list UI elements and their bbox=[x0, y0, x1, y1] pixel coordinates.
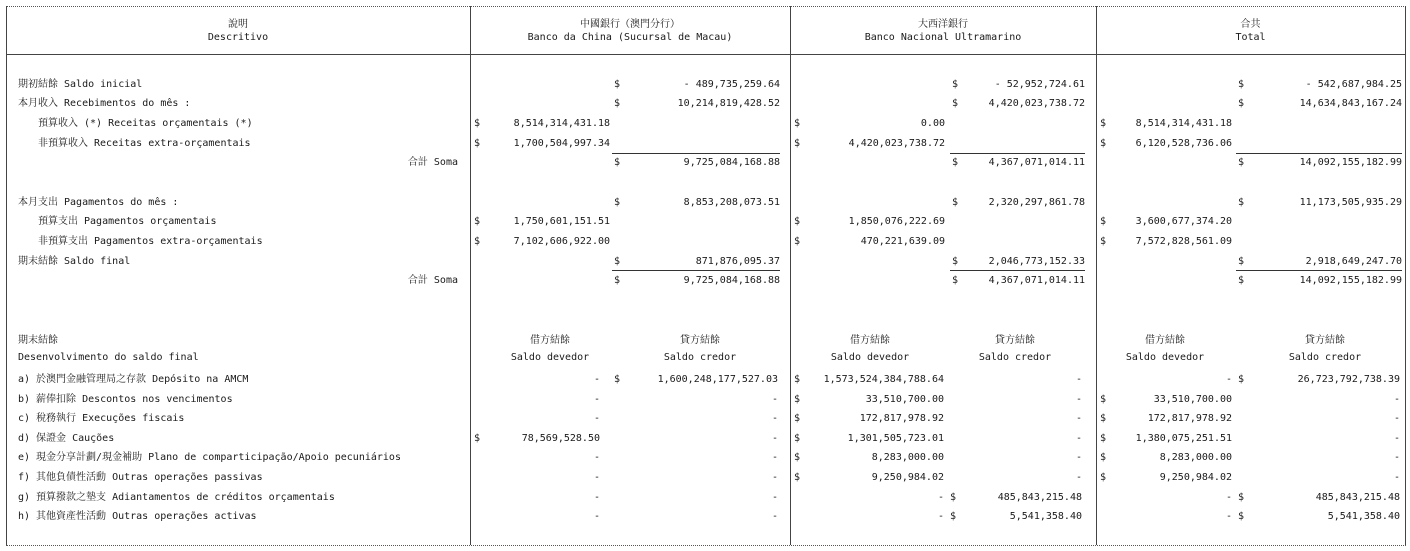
bnu-c-dash: - bbox=[1075, 413, 1082, 424]
boc-main-amount: 9,725,084,168.88 bbox=[683, 275, 780, 286]
tot-d-currency: $ bbox=[1100, 394, 1107, 405]
header-bank-of-china bbox=[470, 18, 790, 44]
bottom-border bbox=[6, 545, 1406, 546]
bnu-d-amount: 1,573,524,384,788.64 bbox=[823, 374, 944, 385]
header-total-pt: Total bbox=[1235, 32, 1266, 43]
tot-main-amount: 14,092,155,182.99 bbox=[1299, 157, 1402, 168]
bnu-credit-header-zh: 貸方結餘 bbox=[995, 335, 1035, 346]
bnu-sub-amount: 0.00 bbox=[920, 118, 945, 129]
boc-subtotal-rule bbox=[612, 270, 780, 271]
tot-sub-amount: 6,120,528,736.06 bbox=[1135, 138, 1232, 149]
header-description-pt: Descritivo bbox=[207, 32, 269, 43]
boc-main-amount: - 489,735,259.64 bbox=[683, 79, 780, 90]
tot-main-amount: 11,173,505,935.29 bbox=[1299, 197, 1402, 208]
header-total bbox=[1096, 18, 1405, 44]
total-credit-header-pt: Saldo credor bbox=[1288, 352, 1362, 363]
bnu-sub-amount: 470,221,639.09 bbox=[860, 236, 945, 247]
tot-d-currency: $ bbox=[1100, 413, 1107, 424]
summary-label: 期初結餘 Saldo inicial bbox=[18, 79, 143, 90]
boc-credit-header-zh: 貸方結餘 bbox=[680, 335, 720, 346]
tot-c-currency: $ bbox=[1238, 511, 1245, 522]
boc-c-dash: - bbox=[771, 492, 778, 503]
column-divider-3 bbox=[1096, 6, 1097, 545]
boc-d-dash: - bbox=[593, 374, 600, 385]
boc-d-dash: - bbox=[593, 511, 600, 522]
boc-d-dash: - bbox=[593, 472, 600, 483]
summary-label: 本月支出 Pagamentos do mês : bbox=[18, 197, 179, 208]
summary-label: 合計 Soma bbox=[407, 275, 458, 286]
header-bnu bbox=[790, 18, 1096, 44]
boc-sub-amount: 8,514,314,431.18 bbox=[513, 118, 610, 129]
tot-main-currency: $ bbox=[1238, 98, 1245, 109]
bnu-sub-currency: $ bbox=[794, 138, 801, 149]
bnu-debit-header-zh: 借方結餘 bbox=[850, 335, 890, 346]
tot-d-dash: - bbox=[1225, 511, 1232, 522]
bnu-d-amount: 33,510,700.00 bbox=[865, 394, 944, 405]
tot-main-amount: - 542,687,984.25 bbox=[1305, 79, 1402, 90]
boc-c-dash: - bbox=[771, 394, 778, 405]
tot-d-dash: - bbox=[1225, 492, 1232, 503]
boc-main-currency: $ bbox=[614, 275, 621, 286]
bnu-main-currency: $ bbox=[952, 79, 959, 90]
summary-label: 預算支出 Pagamentos orçamentais bbox=[38, 216, 217, 227]
bnu-c-amount: 5,541,358.40 bbox=[1009, 511, 1082, 522]
bnu-d-dash: - bbox=[937, 511, 944, 522]
bnu-c-dash: - bbox=[1075, 374, 1082, 385]
bnu-d-currency: $ bbox=[794, 413, 801, 424]
tot-c-dash: - bbox=[1393, 472, 1400, 483]
bnu-main-amount: 2,046,773,152.33 bbox=[988, 256, 1085, 267]
bnu-subtotal-rule bbox=[950, 270, 1085, 271]
tot-d-amount: 172,817,978.92 bbox=[1147, 413, 1232, 424]
boc-c-amount: 1,600,248,177,527.03 bbox=[657, 374, 778, 385]
bnu-main-currency: $ bbox=[952, 157, 959, 168]
boc-d-dash: - bbox=[593, 394, 600, 405]
boc-main-amount: 8,853,208,073.51 bbox=[683, 197, 780, 208]
tot-c-currency: $ bbox=[1238, 492, 1245, 503]
boc-main-amount: 9,725,084,168.88 bbox=[683, 157, 780, 168]
breakdown-label: d) 保證金 Cauções bbox=[18, 433, 115, 444]
tot-sub-currency: $ bbox=[1100, 118, 1107, 129]
bnu-sub-currency: $ bbox=[794, 236, 801, 247]
tot-d-currency: $ bbox=[1100, 452, 1107, 463]
bnu-c-dash: - bbox=[1075, 394, 1082, 405]
tot-subtotal-rule bbox=[1236, 153, 1402, 154]
tot-c-dash: - bbox=[1393, 394, 1400, 405]
summary-label: 期末結餘 Saldo final bbox=[18, 256, 131, 267]
boc-d-currency: $ bbox=[474, 433, 481, 444]
bnu-main-currency: $ bbox=[952, 256, 959, 267]
total-debit-header-pt: Saldo devedor bbox=[1125, 352, 1205, 363]
bnu-sub-currency: $ bbox=[794, 216, 801, 227]
bnu-d-currency: $ bbox=[794, 472, 801, 483]
bnu-main-amount: 2,320,297,861.78 bbox=[988, 197, 1085, 208]
boc-main-amount: 10,214,819,428.52 bbox=[677, 98, 780, 109]
header-description-zh: 說明 bbox=[228, 19, 248, 30]
bnu-main-currency: $ bbox=[952, 275, 959, 286]
tot-d-currency: $ bbox=[1100, 472, 1107, 483]
bnu-c-dash: - bbox=[1075, 433, 1082, 444]
tot-c-dash: - bbox=[1393, 413, 1400, 424]
boc-debit-header-pt: Saldo devedor bbox=[510, 352, 590, 363]
total-credit-header-zh: 貸方結餘 bbox=[1305, 335, 1345, 346]
bnu-main-amount: 4,420,023,738.72 bbox=[988, 98, 1085, 109]
tot-sub-amount: 3,600,677,374.20 bbox=[1135, 216, 1232, 227]
tot-d-dash: - bbox=[1225, 374, 1232, 385]
tot-sub-currency: $ bbox=[1100, 236, 1107, 247]
bnu-c-currency: $ bbox=[950, 511, 957, 522]
header-bottom-border bbox=[6, 54, 1406, 55]
breakdown-label: g) 預算撥款之墊支 Adiantamentos de créditos orçamentais bbox=[18, 492, 335, 503]
bnu-c-amount: 485,843,215.48 bbox=[997, 492, 1082, 503]
boc-sub-amount: 7,102,606,922.00 bbox=[513, 236, 610, 247]
bnu-c-dash: - bbox=[1075, 452, 1082, 463]
breakdown-label: e) 現金分享計劃/現金補助 Plano de comparticipação/Apoio pecuniários bbox=[18, 452, 401, 463]
right-border bbox=[1405, 6, 1406, 545]
boc-d-dash: - bbox=[593, 452, 600, 463]
breakdown-label: f) 其他負債性活動 Outras operações passivas bbox=[18, 472, 263, 483]
total-debit-header-zh: 借方結餘 bbox=[1145, 335, 1185, 346]
boc-credit-header-pt: Saldo credor bbox=[663, 352, 737, 363]
column-divider-2 bbox=[790, 6, 791, 545]
header-total-zh: 合共 bbox=[1240, 19, 1261, 30]
tot-c-dash: - bbox=[1393, 433, 1400, 444]
tot-c-currency: $ bbox=[1238, 374, 1245, 385]
boc-main-currency: $ bbox=[614, 256, 621, 267]
bnu-main-currency: $ bbox=[952, 197, 959, 208]
tot-c-amount: 26,723,792,738.39 bbox=[1297, 374, 1400, 385]
tot-d-amount: 9,250,984.02 bbox=[1159, 472, 1232, 483]
boc-main-amount: 871,876,095.37 bbox=[695, 256, 780, 267]
bnu-sub-amount: 1,850,076,222.69 bbox=[848, 216, 945, 227]
tot-main-currency: $ bbox=[1238, 275, 1245, 286]
boc-d-dash: - bbox=[593, 492, 600, 503]
tot-sub-currency: $ bbox=[1100, 138, 1107, 149]
top-border bbox=[6, 6, 1406, 7]
bnu-c-currency: $ bbox=[950, 492, 957, 503]
bnu-main-amount: 4,367,071,014.11 bbox=[988, 157, 1085, 168]
tot-sub-currency: $ bbox=[1100, 216, 1107, 227]
boc-c-dash: - bbox=[771, 413, 778, 424]
header-bnu-pt: Banco Nacional Ultramarino bbox=[864, 32, 1022, 43]
tot-d-amount: 33,510,700.00 bbox=[1153, 394, 1232, 405]
tot-d-amount: 1,380,075,251.51 bbox=[1135, 433, 1232, 444]
tot-main-currency: $ bbox=[1238, 256, 1245, 267]
boc-sub-currency: $ bbox=[474, 236, 481, 247]
bnu-main-amount: - 52,952,724.61 bbox=[994, 79, 1085, 90]
boc-sub-currency: $ bbox=[474, 118, 481, 129]
boc-c-dash: - bbox=[771, 472, 778, 483]
boc-debit-header-zh: 借方結餘 bbox=[530, 335, 570, 346]
header-boc-pt: Banco da China (Sucursal de Macau) bbox=[527, 32, 733, 43]
summary-label: 非預算支出 Pagamentos extra-orçamentais bbox=[38, 236, 263, 247]
boc-main-currency: $ bbox=[614, 79, 621, 90]
breakdown-label: b) 薪俸扣除 Descontos nos vencimentos bbox=[18, 394, 233, 405]
bnu-sub-amount: 4,420,023,738.72 bbox=[848, 138, 945, 149]
header-bnu-zh: 大西洋銀行 bbox=[918, 19, 968, 30]
boc-c-currency: $ bbox=[614, 374, 621, 385]
bnu-sub-currency: $ bbox=[794, 118, 801, 129]
bnu-d-currency: $ bbox=[794, 433, 801, 444]
bnu-credit-header-pt: Saldo credor bbox=[978, 352, 1052, 363]
tot-main-currency: $ bbox=[1238, 79, 1245, 90]
boc-sub-currency: $ bbox=[474, 138, 481, 149]
bnu-d-amount: 9,250,984.02 bbox=[871, 472, 944, 483]
boc-sub-currency: $ bbox=[474, 216, 481, 227]
tot-main-amount: 2,918,649,247.70 bbox=[1305, 256, 1402, 267]
bnu-debit-header-pt: Saldo devedor bbox=[830, 352, 910, 363]
boc-d-dash: - bbox=[593, 413, 600, 424]
bnu-d-amount: 8,283,000.00 bbox=[871, 452, 944, 463]
boc-subtotal-rule bbox=[612, 153, 780, 154]
boc-main-currency: $ bbox=[614, 157, 621, 168]
bnu-c-dash: - bbox=[1075, 472, 1082, 483]
boc-c-dash: - bbox=[771, 511, 778, 522]
breakdown-label: a) 於澳門金融管理局之存款 Depósito na AMCM bbox=[18, 374, 249, 385]
left-border bbox=[6, 6, 7, 545]
column-divider-1 bbox=[470, 6, 471, 545]
bnu-d-currency: $ bbox=[794, 452, 801, 463]
tot-c-amount: 485,843,215.48 bbox=[1315, 492, 1400, 503]
header-boc-zh: 中國銀行（澳門分行） bbox=[580, 19, 680, 30]
bnu-d-amount: 1,301,505,723.01 bbox=[847, 433, 944, 444]
bnu-d-amount: 172,817,978.92 bbox=[859, 413, 944, 424]
breakdown-label: c) 稅務執行 Execuções fiscais bbox=[18, 413, 185, 424]
tot-main-currency: $ bbox=[1238, 197, 1245, 208]
tot-main-currency: $ bbox=[1238, 157, 1245, 168]
boc-main-currency: $ bbox=[614, 197, 621, 208]
summary-label: 合計 Soma bbox=[407, 157, 458, 168]
bnu-d-dash: - bbox=[937, 492, 944, 503]
bnu-d-currency: $ bbox=[794, 374, 801, 385]
bnu-main-amount: 4,367,071,014.11 bbox=[988, 275, 1085, 286]
boc-sub-amount: 1,750,601,151.51 bbox=[513, 216, 610, 227]
tot-main-amount: 14,092,155,182.99 bbox=[1299, 275, 1402, 286]
tot-sub-amount: 7,572,828,561.09 bbox=[1135, 236, 1232, 247]
tot-c-dash: - bbox=[1393, 452, 1400, 463]
boc-main-currency: $ bbox=[614, 98, 621, 109]
tot-c-amount: 5,541,358.40 bbox=[1327, 511, 1400, 522]
summary-label: 非預算收入 Receitas extra-orçamentais bbox=[38, 138, 251, 149]
bnu-subtotal-rule bbox=[950, 153, 1085, 154]
tot-d-amount: 8,283,000.00 bbox=[1159, 452, 1232, 463]
breakdown-title-zh: 期末結餘 bbox=[18, 335, 58, 346]
boc-sub-amount: 1,700,504,997.34 bbox=[513, 138, 610, 149]
tot-main-amount: 14,634,843,167.24 bbox=[1299, 98, 1402, 109]
tot-d-currency: $ bbox=[1100, 433, 1107, 444]
summary-label: 本月收入 Recebimentos do mês : bbox=[18, 98, 191, 109]
boc-c-dash: - bbox=[771, 433, 778, 444]
summary-label: 預算收入 (*) Receitas orçamentais (*) bbox=[38, 118, 253, 129]
tot-subtotal-rule bbox=[1236, 270, 1402, 271]
boc-c-dash: - bbox=[771, 452, 778, 463]
breakdown-title-pt: Desenvolvimento do saldo final bbox=[18, 352, 199, 363]
boc-d-amount: 78,569,528.50 bbox=[521, 433, 600, 444]
header-description bbox=[6, 18, 470, 44]
bnu-main-currency: $ bbox=[952, 98, 959, 109]
bnu-d-currency: $ bbox=[794, 394, 801, 405]
tot-sub-amount: 8,514,314,431.18 bbox=[1135, 118, 1232, 129]
breakdown-label: h) 其他資產性活動 Outras operações activas bbox=[18, 511, 257, 522]
